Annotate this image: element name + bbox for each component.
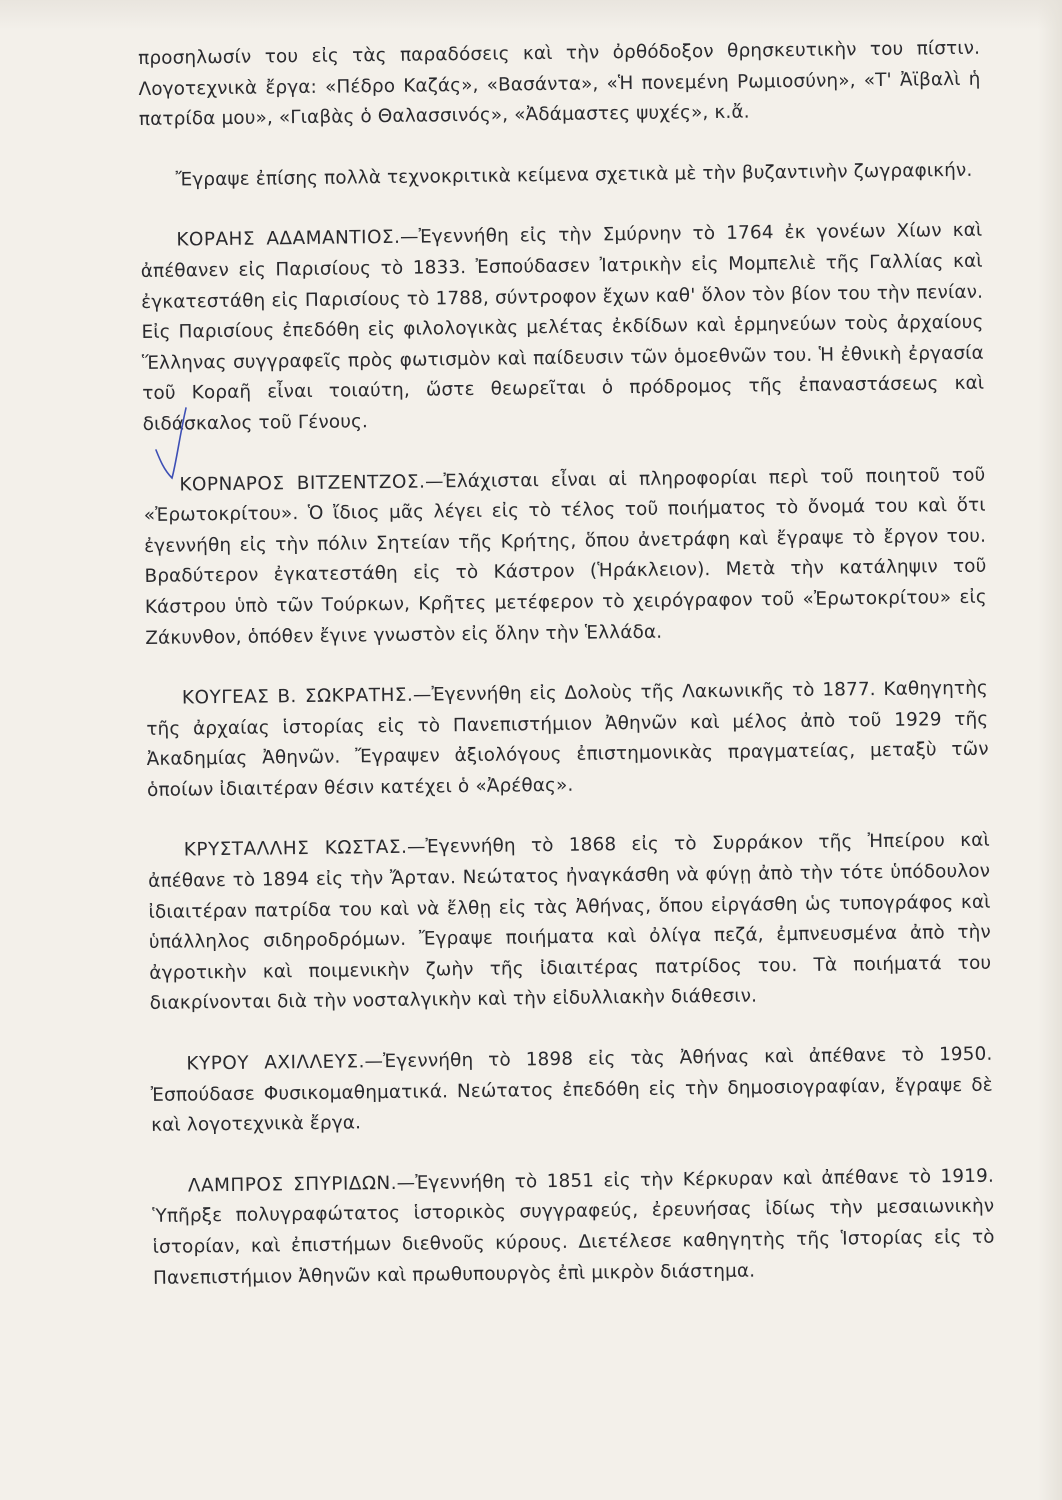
entry-text: Ἐγεννήθη εἰς τὴν Σμύρνην τὸ 1764 ἐκ γονέων Χίων καὶ ἀπέθανεν εἰς Παρισίους τὸ 1833. Ἐσπούδασεν Ἰατρικὴν εἰς Μομπελιὲ τῆς Γαλλίας καὶ ἐγκατεστάθη εἰς Παρισίους τὸ 1788, σύντροφον ἔχων καθ' ὅλον τὸν βίον του τὴν πενίαν. Εἰς Παρισίους ἐπεδόθη εἰς φιλολογικὰς μελέτας ἐκδίδων καὶ ἑρμηνεύων τοὺς ἀρχαίους Ἕλληνας συγγραφεῖς πρὸς φωτισμὸν καὶ παίδευσιν τῶν ὁμοεθνῶν του. Ἡ ἐθνικὴ ἐργασία τοῦ Κοραῆ εἶναι τοιαύτη, ὥστε θεωρεῖται ὁ πρόδρομος τῆς ἐπαναστάσεως καὶ διδάσκαλος τοῦ Γένους.	[140, 220, 985, 435]
note-paragraph	[139, 155, 981, 196]
entry-kornaros	[143, 460, 987, 654]
page-top-shadow	[0, 0, 1062, 30]
entry-separator: .—	[406, 684, 432, 706]
entry-lampros	[152, 1161, 995, 1294]
entry-separator: .—	[400, 837, 426, 859]
entry-krystallis	[148, 826, 992, 1020]
entry-separator: .—	[358, 1051, 384, 1073]
continuation-paragraph	[138, 34, 981, 136]
entry-name: ΚΥΡΟΥ ΑΧΙΛΛΕΥΣ	[186, 1051, 359, 1075]
entry-separator: .—	[390, 1172, 416, 1194]
paragraph-text: προσηλωσίν του εἰς τὰς παραδόσεις καὶ τὴν ὀρθόδοξον θρησκευτικὴν του πίστιν. Λογοτεχνικὰ ἔργα: «Πέδρο Καζάς», «Βασάντα», «Ἡ πονεμένη Ρωμιοσύνη», «Τ' Ἀϊβαλὶ ἡ πατρίδα μου», «Γιαβὰς ὁ Θαλασσινός», «Ἀδάμαστες ψυχές», κ.ἄ.	[138, 37, 981, 131]
entry-name: ΚΟΥΓΕΑΣ Β. ΣΩΚΡΑΤΗΣ	[181, 684, 408, 709]
entry-text: Ἐγεννήθη τὸ 1868 εἰς τὸ Συρράκον τῆς Ἠπείρου καὶ ἀπέθανε τὸ 1894 εἰς τὴν Ἄρταν. Νεώτατος ἠναγκάσθη νὰ φύγῃ ἀπὸ τὴν τότε ὑπόδουλον ἰδιαιτέραν πατρίδα του καὶ νὰ ἔλθῃ εἰς τὰς Ἀθήνας, ὅπου εἰργάσθη ὡς τυπογράφος καὶ ὑπάλληλος σιδηροδρόμων. Ἔγραψε ποιήματα καὶ ὀλίγα πεζά, ἐμπνευσμένα ἀπὸ τὴν ἀγροτικὴν καὶ ποιμενικὴν ζωὴν τῆς ἰδιαιτέρας πατρίδος του. Τὰ ποιήματά του διακρίνονται διὰ τὴν νοσταλγικὴν καὶ τὴν εἰδυλλιακὴν διάθεσιν.	[148, 830, 992, 1015]
entry-text: Ἐγεννήθη τὸ 1851 εἰς τὴν Κέρκυραν καὶ ἀπέθανε τὸ 1919. Ὑπῆρξε πολυγραφώτατος ἱστορικὸς συγγραφεύς, ἐρευνήσας ἰδίως τὴν μεσαιωνικὴν ἱστορίαν, καὶ ἐπιστήμων διεθνοῦς κύρους. Διετέλεσε καθηγητὴς τῆς Ἱστορίας εἰς τὸ Πανεπιστήμιον Ἀθηνῶν καὶ πρωθυπουργὸς ἐπὶ μικρὸν διάστημα.	[152, 1165, 995, 1289]
paragraph-text: Ἔγραψε ἐπίσης πολλὰ τεχνοκριτικὰ κείμενα σχετικὰ μὲ τὴν βυζαντινὴν ζωγραφικήν.	[175, 159, 973, 191]
entry-kyrou	[150, 1040, 993, 1142]
document-body	[138, 34, 996, 1324]
ink-checkmark-icon	[150, 404, 190, 484]
entry-text: Ἐγεννήθη εἰς Δολοὺς τῆς Λακωνικῆς τὸ 1877. Καθηγητὴς τῆς ἀρχαίας ἱστορίας εἰς τὸ Πανεπιστήμιον Ἀθηνῶν καὶ μέλος ἀπὸ τοῦ 1929 τῆς Ἀκαδημίας Ἀθηνῶν. Ἔγραψεν ἀξιολόγους ἐπιστημονικὰς πραγματείας, μεταξὺ τῶν ὁποίων ἰδιαιτέραν θέσιν κατέχει ὁ «Ἀρέθας».	[146, 677, 989, 801]
entry-text: Ἐγεννήθη τὸ 1898 εἰς τὰς Ἀθήνας καὶ ἀπέθανε τὸ 1950. Ἐσπούδασε Φυσικομαθηματικά. Νεώτατος ἐπεδόθη εἰς τὴν δημοσιογραφίαν, ἔγραψε δὲ καὶ λογοτεχνικὰ ἔργα.	[150, 1043, 993, 1137]
entry-korais	[140, 216, 985, 440]
entry-text: Ἐλάχισται εἶναι αἱ πληροφορίαι περὶ τοῦ ποιητοῦ τοῦ «Ἐρωτοκρίτου». Ὁ ἴδιος μᾶς λέγει εἰς τὸ τέλος τοῦ ποιήματος τὸ ὄνομά του καὶ ὅτι ἐγεννήθη εἰς τὴν πόλιν Σητείαν τῆς Κρήτης, ὅπου ἀνετράφη καὶ ἔγραψε τὸ ἔργον του. Βραδύτερον ἐγκατεστάθη εἰς τὸ Κάστρον (Ἡράκλειον). Μετὰ τὴν κατάληψιν τοῦ Κάστρου ὑπὸ τῶν Τούρκων, Κρῆτες μετέφερον τὸ χειρόγραφον τοῦ «Ἐρωτοκρίτου» εἰς Ζάκυνθον, ὁπόθεν ἔγινε γνωστὸν εἰς ὅλην τὴν Ἑλλάδα.	[143, 464, 987, 649]
entry-kougeas	[146, 674, 989, 807]
entry-separator: .—	[393, 226, 419, 249]
entry-separator: .—	[418, 470, 444, 493]
entry-name: ΚΟΡΝΑΡΟΣ ΒΙΤΖΕΝΤΖΟΣ	[179, 471, 420, 496]
entry-name: ΚΟΡΑΗΣ ΑΔΑΜΑΝΤΙΟΣ	[176, 227, 395, 251]
page-right-edge	[1038, 0, 1062, 1500]
entry-name: ΚΡΥΣΤΑΛΛΗΣ ΚΩΣΤΑΣ	[183, 837, 402, 861]
entry-name: ΛΑΜΠΡΟΣ ΣΠΥΡΙΔΩΝ	[187, 1172, 391, 1197]
